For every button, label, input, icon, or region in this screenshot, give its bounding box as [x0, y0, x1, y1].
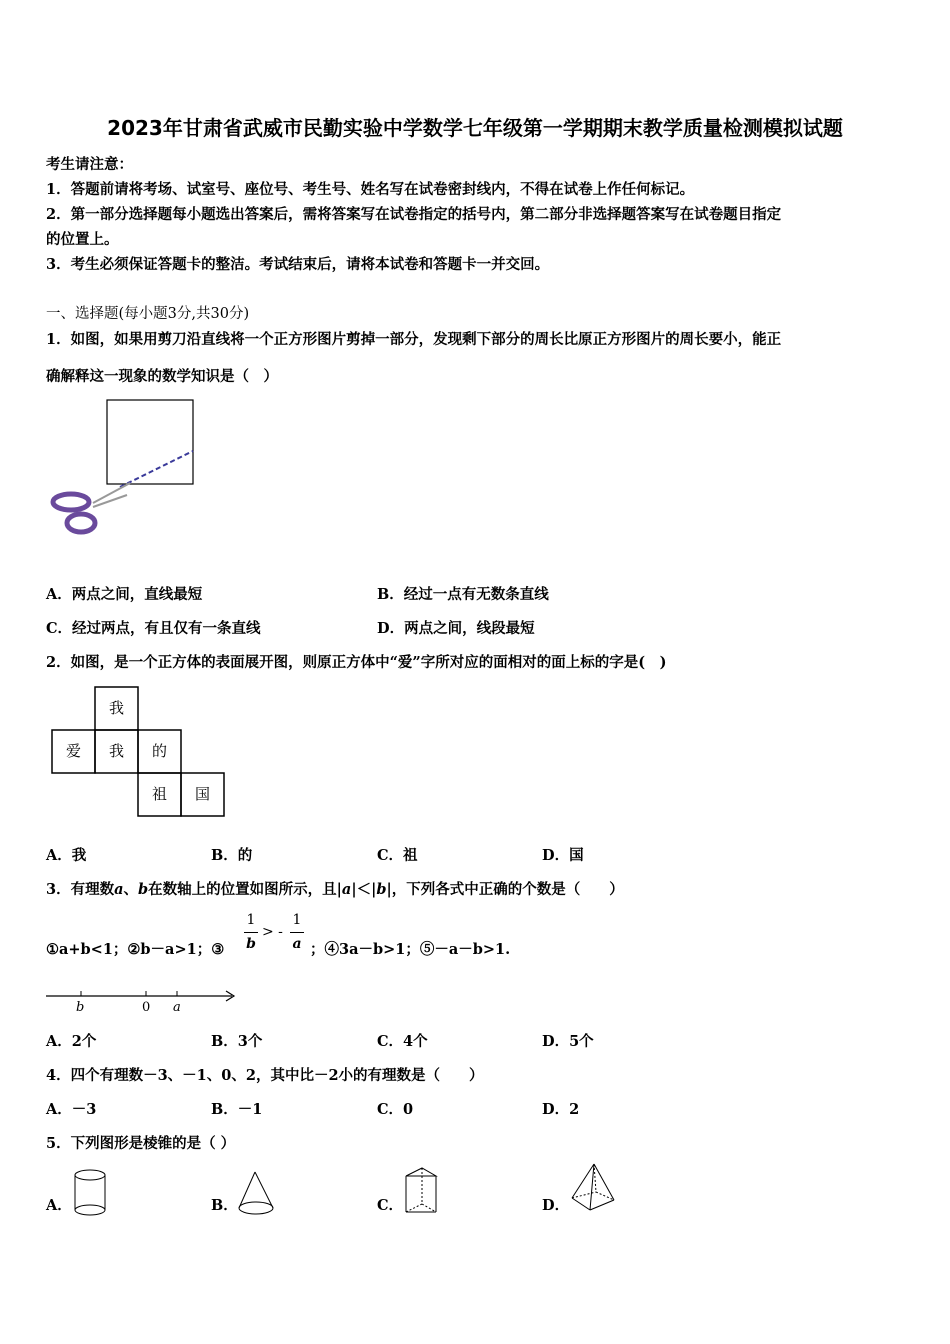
- triangular-prism-icon: [402, 1164, 442, 1222]
- gt-sign: > -: [262, 924, 283, 940]
- pyramid-icon: [568, 1162, 620, 1216]
- frac2-den: a: [292, 936, 302, 952]
- section-heading: 一、选择题(每小题3分,共30分): [46, 306, 250, 322]
- q2-option-d[interactable]: D．国: [542, 847, 584, 864]
- notice-item-2: 2．第一部分选择题每小题选出答案后，需将答案写在试卷指定的括号内，第二部分非选择题答案写在试卷题目指定: [46, 206, 782, 223]
- q4-text: 4．四个有理数－3、－1、0、2，其中比－2小的有理数是（ ）: [46, 1067, 484, 1084]
- q4-option-d[interactable]: D．2: [542, 1101, 580, 1118]
- cylinder-icon: [72, 1168, 108, 1220]
- notice-item-1: 1．答题前请将考场、试室号、座位号、考生号、姓名写在试卷密封线内，不得在试卷上作任何标记。: [46, 181, 695, 198]
- net-cell-ai: 爱: [65, 742, 81, 760]
- q2-option-b[interactable]: B．的: [211, 847, 253, 864]
- frac2-num: 1: [292, 912, 302, 928]
- net-cell-de: 的: [151, 742, 167, 760]
- q5-option-d[interactable]: D．: [542, 1197, 570, 1214]
- q1-option-b[interactable]: B．经过一点有无数条直线: [377, 586, 549, 603]
- q1-option-c[interactable]: C．经过两点，有且仅有一条直线: [46, 620, 261, 637]
- notice-item-3: 3．考生必须保证答题卡的整洁。考试结束后，请将本试卷和答题卡一并交回。: [46, 256, 550, 273]
- axis-label-a: a: [173, 1000, 181, 1015]
- notice-item-2-cont: 的位置上。: [46, 231, 119, 248]
- frac1-num: 1: [246, 912, 256, 928]
- q5-option-a[interactable]: A．: [46, 1197, 72, 1214]
- q3-option-a[interactable]: A．2个: [46, 1033, 97, 1050]
- q2-option-c[interactable]: C．祖: [377, 847, 418, 864]
- q1-option-a[interactable]: A．两点之间，直线最短: [46, 586, 203, 603]
- net-cell-wo: 我: [108, 742, 124, 760]
- page-title: 2023年甘肃省武威市民勤实验中学数学七年级第一学期期末教学质量检测模拟试题: [107, 116, 843, 140]
- q3-text: 3．有理数a、b在数轴上的位置如图所示，且|a|＜|b|，下列各式中正确的个数是（ ）: [46, 881, 624, 898]
- q1-text-line1: 1．如图，如果用剪刀沿直线将一个正方形图片剪掉一部分，发现剩下部分的周长比原正方形图片的周长要小，能正: [46, 331, 782, 348]
- q3-option-c[interactable]: C．4个: [377, 1033, 428, 1050]
- q1-text-line2: 确解释这一现象的数学知识是（ ）: [46, 368, 278, 385]
- q5-option-c[interactable]: C．: [377, 1197, 404, 1214]
- q1-figure-square-scissors: [45, 395, 205, 545]
- net-cell-top: 我: [108, 699, 124, 717]
- q1-option-d[interactable]: D．两点之间，线段最短: [377, 620, 535, 637]
- net-cell-zu: 祖: [151, 785, 167, 803]
- q4-option-c[interactable]: C．0: [377, 1101, 414, 1118]
- frac1-den: b: [246, 936, 256, 952]
- q2-text: 2．如图，是一个正方体的表面展开图，则原正方体中“爱”字所对应的面相对的面上标的字是( ): [46, 654, 667, 671]
- axis-label-b: b: [76, 1000, 85, 1015]
- scissors-icon: [53, 483, 130, 532]
- axis-label-0: 0: [142, 1000, 151, 1015]
- notice-heading: 考生请注意：: [46, 156, 133, 173]
- q3-option-d[interactable]: D．5个: [542, 1033, 594, 1050]
- q3-expr-part2: ；④3a－b>1；⑤－a－b>1.: [310, 941, 511, 958]
- net-cell-guo: 国: [194, 785, 210, 803]
- cut-line: [120, 451, 193, 487]
- frac1-bar: [244, 932, 258, 933]
- q2-option-a[interactable]: A．我: [46, 847, 87, 864]
- q5-option-b[interactable]: B．: [211, 1197, 238, 1214]
- q3-option-b[interactable]: B．3个: [211, 1033, 263, 1050]
- q3-expr-part1: ①a+b<1；②b－a>1；③: [46, 941, 225, 958]
- q4-option-b[interactable]: B．－1: [211, 1101, 263, 1118]
- frac2-bar: [290, 932, 304, 933]
- q4-option-a[interactable]: A．－3: [46, 1101, 97, 1118]
- q5-text: 5．下列图形是棱锥的是（ ）: [46, 1135, 236, 1152]
- cone-icon: [236, 1170, 278, 1218]
